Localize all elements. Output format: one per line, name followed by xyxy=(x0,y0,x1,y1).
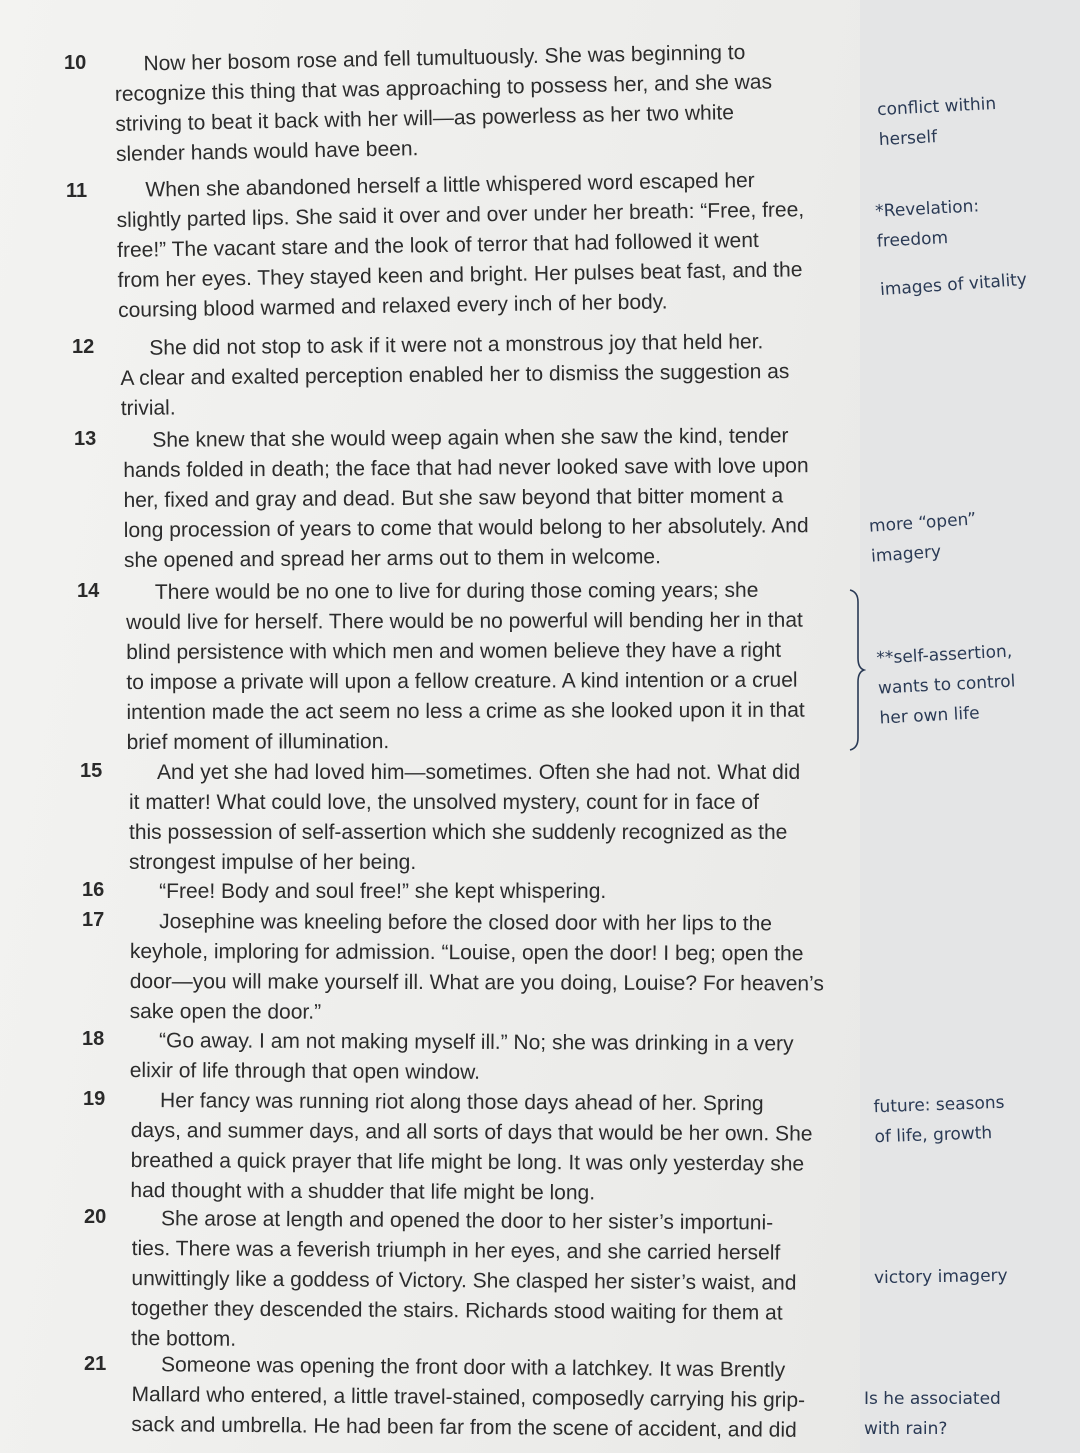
paragraph-number: 12 xyxy=(72,336,95,358)
text-line: striving to beat it back with her will—as powerless as her two white xyxy=(115,101,735,136)
text-line: There would be no one to live for during those coming years; she xyxy=(126,578,759,604)
text-line: Her fancy was running riot along those days ahead of her. Spring xyxy=(130,1089,764,1116)
margin-note-open-imagery: more “open” imagery xyxy=(868,509,977,567)
margin-note-rain: Is he associated with rain? xyxy=(864,1389,1001,1439)
text-line: to impose a private will upon a fellow creature. A kind intention or a cruel xyxy=(126,668,798,694)
text-line: “Go away. I am not making myself ill.” No; she was drinking in a very xyxy=(129,1029,794,1056)
text-line: sake open the door.” xyxy=(129,999,322,1024)
text-line: free!” The vacant stare and the look of terror that had followed it went xyxy=(116,228,759,262)
paragraph-number: 13 xyxy=(74,428,97,450)
text-line: this possession of self-assertion which she suddenly recognized as the xyxy=(129,821,788,844)
text-line: She arose at length and opened the door to her sister’s importuni- xyxy=(131,1206,774,1235)
text-line: hands folded in death; the face that had never looked save with love upon xyxy=(123,454,809,482)
text-line: her, fixed and gray and dead. But she saw beyond that bitter moment a xyxy=(123,484,784,512)
text-line: unwittingly like a goddess of Victory. She clasped her sister’s waist, and xyxy=(131,1266,797,1295)
paragraph-text xyxy=(123,421,809,576)
margin-note-seasons: future: seasons of life, growth xyxy=(873,1092,1005,1148)
paragraph-number: 18 xyxy=(82,1028,105,1050)
text-line: She knew that she would weep again when she saw the kind, tender xyxy=(123,424,789,452)
paragraph-number: 15 xyxy=(80,760,103,782)
text-line: A clear and exalted perception enabled her to dismiss the suggestion as xyxy=(120,359,790,390)
paragraph-text xyxy=(131,1204,797,1359)
margin-note-vitality: images of vitality xyxy=(879,269,1028,301)
margin-note-conflict: conflict within herself xyxy=(876,93,997,151)
text-line: Josephine was kneeling before the closed door with her lips to the xyxy=(129,910,773,936)
paragraph-text xyxy=(131,1350,805,1446)
paragraph-text xyxy=(130,877,606,907)
text-line: brief moment of illumination. xyxy=(126,730,390,754)
text-line: long procession of years to come that would belong to her absolutely. And xyxy=(123,514,809,542)
text-line: breathed a quick prayer that life might be long. It was only yesterday she xyxy=(130,1148,805,1176)
text-line: slightly parted lips. She said it over and over under her breath: “Free, free, xyxy=(116,198,805,232)
paragraph-number: 21 xyxy=(84,1353,107,1375)
text-line: recognize this thing that was approaching to possess her, and she was xyxy=(114,70,773,106)
paragraph-number: 20 xyxy=(84,1206,107,1228)
paragraph-text xyxy=(130,1026,794,1089)
text-line: door—you will make yourself ill. What are you doing, Louise? For heaven’s xyxy=(129,969,824,996)
paragraph-number: 19 xyxy=(83,1088,106,1110)
text-line: from her eyes. They stayed keen and bright. Her pulses beat fast, and the xyxy=(117,258,803,292)
text-line: would live for herself. There would be no powerful will bending her in that xyxy=(126,608,803,634)
margin-note-self-assertion: **self-assertion, wants to control her own life xyxy=(876,641,1016,729)
paragraph-text xyxy=(114,37,773,170)
paragraph-text xyxy=(120,327,790,424)
text-line: together they descended the stairs. Richards stood waiting for them at xyxy=(131,1296,783,1325)
paragraph-number: 11 xyxy=(66,180,88,202)
text-line: she opened and spread her arms out to them in welcome. xyxy=(123,545,661,572)
text-line: slender hands would have been. xyxy=(115,137,419,166)
text-line: it matter! What could love, the unsolved mystery, count for in face of xyxy=(129,791,759,814)
text-line: ties. There was a feverish triumph in her eyes, and she carried herself xyxy=(131,1236,781,1265)
text-line: intention made the act seem no less a crime as she looked upon it in that xyxy=(126,698,805,724)
margin-note-revelation: *Revelation: freedom xyxy=(874,196,980,252)
margin-note-victory: victory imagery xyxy=(873,1265,1008,1289)
text-line: had thought with a shudder that life might be long. xyxy=(130,1178,596,1205)
paragraph-text xyxy=(129,758,800,878)
bracket-mark xyxy=(848,588,866,752)
paragraph-number: 16 xyxy=(82,879,105,901)
text-line: Now her bosom rose and fell tumultuously. She was beginning to xyxy=(114,40,746,76)
text-line: When she abandoned herself a little whispered word escaped her xyxy=(116,168,755,202)
text-line: trivial. xyxy=(120,396,176,420)
text-line: Someone was opening the front door with a latchkey. It was Brently xyxy=(131,1352,786,1382)
text-line: keyhole, imploring for admission. “Louise, open the door! I beg; open the xyxy=(129,939,804,966)
paragraph-text xyxy=(126,576,805,758)
text-line: And yet she had loved him—sometimes. Often she had not. What did xyxy=(129,761,801,784)
text-line: strongest impulse of her being. xyxy=(129,851,417,874)
text-line: elixir of life through that open window. xyxy=(129,1058,481,1084)
text-line: She did not stop to ask if it were not a monstrous joy that held her. xyxy=(120,330,764,360)
text-line: “Free! Body and soul free!” she kept whispering. xyxy=(130,880,607,903)
paragraph-number: 10 xyxy=(64,52,87,74)
text-line: the bottom. xyxy=(130,1326,237,1351)
text-line: Mallard who entered, a little travel-stained, composedly carrying his grip- xyxy=(131,1382,806,1412)
paragraph-text xyxy=(130,1086,812,1210)
text-line: coursing blood warmed and relaxed every inch of her body. xyxy=(117,290,668,322)
text-line: days, and summer days, and all sorts of days that would be her own. She xyxy=(130,1118,813,1146)
paragraph-number: 14 xyxy=(77,580,100,602)
paragraph-text xyxy=(130,907,825,1029)
text-line: sack and umbrella. He had been far from the scene of accident, and did xyxy=(131,1412,797,1442)
paragraph-text xyxy=(116,165,806,326)
paragraph-number: 17 xyxy=(82,909,105,931)
text-line: blind persistence with which men and women believe they have a right xyxy=(126,638,782,664)
